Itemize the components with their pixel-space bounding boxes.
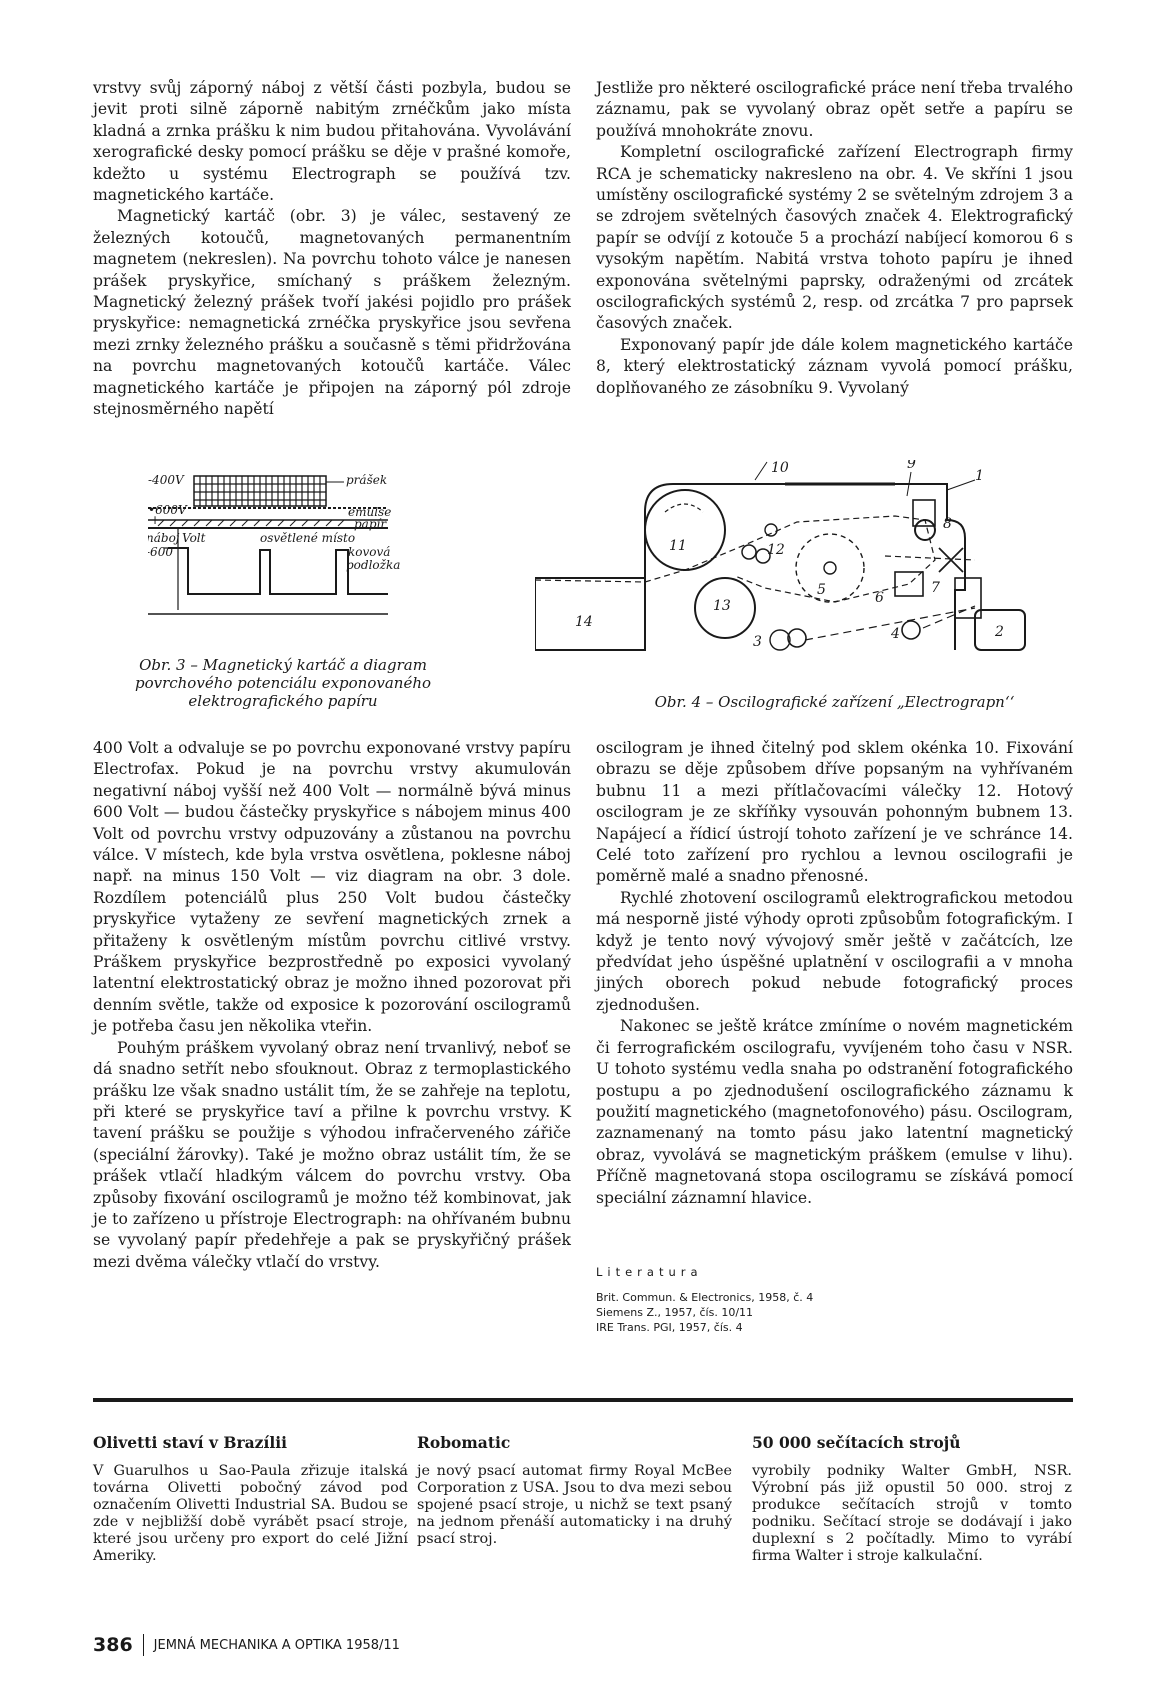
- paragraph: 400 Volt a odvaluje se po povrchu exponované vrstvy papíru Electrofax. Pokud je na povrchu vrstvy akumulován negativní náboj vyšší než 400 Volt — normálně bývá minus 600 Volt — budou částečky pryskyřice s nábojem minus 400 Volt od povrchu vrstvy odpuzovány a zůstanou na povrchu válce. V místech, kde byla vrstva osvětlena, poklesne náboj např. na minus 150 Volt — viz diagram na obr. 3 dole. Rozdílem potenciálů plus 250 Volt budou částečky pryskyřice vytaženy ze sevření magnetických zrnek a přitaženy k osvětleným místům povrchu citlivé vrstvy. Práškem pryskyřice bezprostředně po exposici vyvolaný latentní elektrostatický obraz je možno ihned pozorovat při denním světle, takže od exposice k pozorování oscilogramů je potřeba času jen několika vteřin.: [93, 739, 571, 1036]
- label-kovova: kovová: [348, 545, 391, 559]
- page-footer: [93, 1633, 400, 1657]
- paragraph: Exponovaný papír jde dále kolem magnetického kartáče 8, který elektrostatický záznam vyvolá pomocí prášku, doplňovaného ze zásobníku 9. Vyvolaný: [596, 335, 1073, 397]
- label-13: 13: [713, 598, 731, 614]
- label-4: 4: [891, 626, 900, 642]
- paragraph: vrstvy svůj záporný náboj z větší části pozbyla, budou se jevit proti silně záporně nabitým zrnéčkům jako místa kladná a zrnka prášku k nim budou přitahována. Vyvolávání xerografické desky pomocí prášku se děje v prašné komoře, kdežto u systému Electrograph se používá tzv. magnetického kartáče.: [93, 79, 571, 205]
- figure-3-magnetic-brush: [148, 470, 420, 625]
- left-column-top: [93, 78, 571, 421]
- label-2: 2: [995, 624, 1004, 640]
- paragraph: Kompletní oscilografické zařízení Electrograph firmy RCA je schematicky nakresleno na obr. 4. Ve skříni 1 jsou umístěny oscilografické systémy 2 se světelným zdrojem 3 a se zdrojem světelných časových značek 4. Elektrografický papír se odvíjí z kotouče 5 a prochází nabíjecí komorou 6 s vysokým napětím. Nabitá vrstva tohoto papíru je ihned exponována světelnými paprsky, odraženými od zrcátek oscilografických systémů 2, resp. od zrcátka 7 pro paprsek časových značek.: [596, 143, 1073, 333]
- news-title: 50 000 sečítacích strojů: [752, 1433, 961, 1452]
- paragraph: oscilogram je ihned čitelný pod sklem okénka 10. Fixování obrazu se děje způsobem dříve popsaným na vyhřívaném bubnu 11 a mezi přítlačovacími válečky 12. Hotový oscilogram je ze skříňky vysouván pohonným bubnem 13. Napájecí a řídicí ústrojí tohoto zařízení je ve schránce 14. Celé toto zařízení pro rychlou a levnou oscilografii je poměrně malé a snadno přenosné.: [596, 739, 1073, 886]
- divider: [93, 1398, 1073, 1402]
- label-7: 7: [931, 580, 940, 596]
- paragraph: Nakonec se ještě krátce zmíníme o novém magnetickém či ferrografickém oscilografu, vyvíjeném toho času v NSR. U tohoto systému vedla snaha po odstranění fotografického postupu a po zjednodušení oscilografického záznamu k použití magnetického (magnetofonového) pásu. Oscilogram, zaznamenaný na tomto pásu jako latentní magnetický obraz, vyvolává se magnetickým práškem (emulse v lihu). Příčně magnetovaná stopa oscilogramu se získává pomocí speciální záznamní hlavice.: [596, 1017, 1073, 1207]
- label-emulse: emulse: [348, 505, 392, 519]
- label-minus-600: -600: [148, 545, 173, 559]
- label-600v: •600V: [148, 503, 187, 517]
- label-12: 12: [767, 542, 785, 558]
- label-1: 1: [975, 468, 984, 484]
- label-5: 5: [817, 582, 826, 598]
- label-14: 14: [575, 614, 593, 630]
- right-column-top: [596, 78, 1073, 399]
- page-number: 386: [93, 1634, 133, 1656]
- news-item: [93, 1434, 408, 1565]
- label-podlozka: podložka: [346, 558, 401, 572]
- figure-4-electrograph-device: [535, 460, 1075, 660]
- news-text: vyrobily podniky Walter GmbH, NSR. Výrobní pás již opustil 50 000. stroj z produkce sečítacích strojů v tomto podniku. Sečítací stroje se dodávají i jako duplexní s 2 počítadly. Mimo to vyrábí firma Walter i stroje kalkulační.: [752, 1463, 1072, 1564]
- paragraph: Magnetický kartáč (obr. 3) je válec, sestavený ze železných kotoučů, magnetovaných permanentním magnetem (nekreslen). Na povrchu tohoto válce je nanesen prášek pryskyřice, smíchaný s práškem železným. Magnetický železný prášek tvoří jakési pojidlo pro prášek pryskyřice: nemagnetická zrnéčka pryskyřice jsou sevřena mezi zrnky železného prášku a současně s těmi přidržována na povrchu magnetovaných kotoučů kartáče. Válec magnetického kartáče je připojen na záporný pól zdroje stejnosměrného napětí: [93, 207, 571, 419]
- literature: [596, 1265, 1073, 1335]
- figure-4-caption: Obr. 4 – Oscilografické zařízení „Electrograpn‘‘: [654, 693, 1015, 711]
- journal-name: JEMNÁ MECHANIKA A OPTIKA 1958/11: [153, 1637, 400, 1653]
- label-naboj: náboj: [148, 531, 180, 545]
- label-3: 3: [753, 634, 762, 650]
- figure-3-caption: Obr. 3 – Magnetický kartáč a diagram povrchového potenciálu exponovaného elektrografického papíru: [134, 656, 432, 710]
- label-osvetlene-misto: osvětlené místo: [260, 531, 356, 545]
- footer-separator: [143, 1634, 144, 1656]
- news-text: V Guarulhos u Sao-Paula zřizuje italská továrna Olivetti pobočný závod pod označením Olivetti Industrial SA. Budou se zde v nejbližší době vyrábět psací stroje, které jsou určeny pro export do celé Jižní Ameriky.: [93, 1463, 408, 1564]
- news-item: [417, 1434, 732, 1548]
- news-title: Robomatic: [417, 1433, 511, 1452]
- literature-item: Siemens Z., 1957, čís. 10/11: [596, 1306, 754, 1319]
- label-prasek: prášek: [346, 473, 388, 487]
- paragraph: Rychlé zhotovení oscilogramů elektrografickou metodou má nesporně jisté výhody oproti způsobům fotografickým. I když je tento nový vývojový směr ještě v začátcích, lze předvídat jeho úspěšné uplatnění v oscilografii a v mnoha jiných oborech pokud nebude fotografický proces zjednodušen.: [596, 888, 1073, 1014]
- paragraph: Pouhým práškem vyvolaný obraz není trvanlivý, neboť se dá snadno setřít nebo sfouknout. Obraz z termoplastického prášku lze však snadno ustálit tím, že se zahřeje na teplotu, při které se pryskyřice taví a přilne k povrchu vrstvy. K tavení prášku se použije s výhodou infračerveného zářiče (speciální žárovky). Také je možno obraz ustálit tím, že se prášek vtlačí hladkým válcem do povrchu vrstvy. Oba způsoby fixování oscilogramů je možno též kombinovat, jak je to zařízeno u přístroje Electrograph: na ohřívaném bubnu se vyvolaný papír předehřeje a pak se pryskyřičný prášek mezi dvěma válečky vtlačí do vrstvy.: [93, 1038, 571, 1271]
- label-minus-400v: -400V: [148, 473, 184, 487]
- label-8: 8: [943, 516, 952, 532]
- label-papir: papír: [354, 517, 387, 531]
- literature-item: Brit. Commun. & Electronics, 1958, č. 4: [596, 1291, 814, 1304]
- paragraph: Jestliže pro některé oscilografické práce není třeba trvalého záznamu, pak se vyvolaný obraz opět setře a papíru se používá mnohokráte znovu.: [596, 79, 1073, 140]
- label-plus: +: [150, 513, 161, 527]
- label-6: 6: [875, 590, 884, 606]
- label-9: 9: [907, 460, 916, 472]
- label-10: 10: [771, 460, 789, 476]
- news-text: je nový psací automat firmy Royal McBee Corporation z USA. Jsou to dva mezi sebou spojené psací stroje, u nichž se text psaný na jednom přenáší automaticky i na druhý psací stroj.: [417, 1463, 732, 1547]
- news-item: [752, 1434, 1072, 1565]
- label-11: 11: [669, 538, 687, 554]
- right-column-bottom: [596, 738, 1073, 1209]
- left-column-bottom: [93, 738, 571, 1273]
- news-title: Olivetti staví v Brazílii: [93, 1433, 288, 1452]
- label-volt: Volt: [182, 531, 206, 545]
- literature-item: IRE Trans. PGI, 1957, čís. 4: [596, 1321, 743, 1334]
- literature-title: Literatura: [596, 1265, 703, 1279]
